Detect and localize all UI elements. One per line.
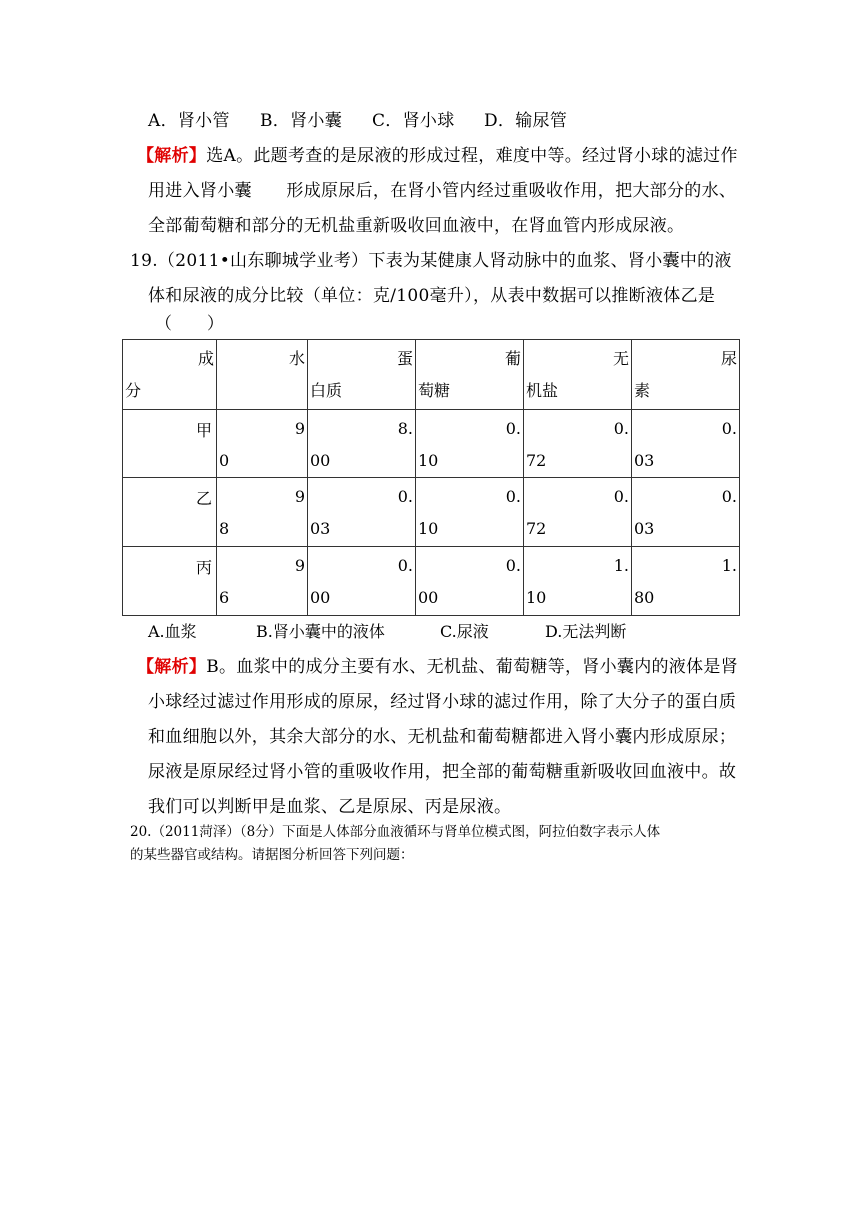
table-row (123, 478, 740, 547)
q19-analysis-text-1: B。血浆中的成分主要有水、无机盐、葡萄糖等，肾小囊内的液体是肾 (206, 657, 738, 677)
row-label: 乙 (123, 478, 217, 547)
q18-analysis-line-3: 全部葡萄糖和部分的无机盐重新吸收回血液中，在肾血管内形成尿液。 (148, 216, 685, 236)
table-cell: 9 6 (217, 547, 308, 616)
q19-stem-line-3: （ ） (155, 314, 225, 334)
q18-option-d: D．输尿管 (484, 111, 568, 131)
q18-option-c: C．肾小球 (372, 111, 455, 131)
table-cell: 1. 10 (524, 547, 632, 616)
q19-option-b: B.肾小囊中的液体 (256, 622, 385, 641)
q18-analysis-tag: 【解析】 (137, 146, 207, 166)
table-cell: 9 8 (217, 478, 308, 547)
table-header-cell: 水 (217, 340, 308, 410)
table-cell: 0. 10 (416, 410, 524, 478)
table-header-cell: 无 机盐 (524, 340, 632, 410)
table-cell: 0. 03 (308, 478, 416, 547)
table-cell: 1. 80 (632, 547, 740, 616)
table-cell: 0. 00 (308, 547, 416, 616)
table-header-cell: 蛋 白质 (308, 340, 416, 410)
table-cell: 0. 72 (524, 410, 632, 478)
row-label: 甲 (123, 410, 217, 478)
table-header-row (123, 340, 740, 410)
table-row (123, 547, 740, 616)
table-cell: 0. 03 (632, 410, 740, 478)
table-row (123, 410, 740, 478)
table-cell: 0. 10 (416, 478, 524, 547)
q18-option-a: A．肾小管 (148, 111, 230, 131)
q18-option-b: B．肾小囊 (260, 111, 342, 131)
q18-analysis-text-1: 选A。此题考查的是尿液的形成过程，难度中等。经过肾小球的滤过作 (206, 146, 738, 166)
q20-stem-line-2: 的某些器官或结构。请据图分析回答下列问题： (130, 847, 414, 863)
table-cell: 0. 72 (524, 478, 632, 547)
q19-analysis-line-2: 小球经过滤过作用形成的原尿，经过肾小球的滤过作用，除了大分子的蛋白质 (148, 692, 737, 712)
q19-stem-line-2: 体和尿液的成分比较（单位：克/100毫升），从表中数据可以推断液体乙是 (148, 286, 716, 306)
table-cell: 0. 00 (416, 547, 524, 616)
table-header-cell: 成 分 (123, 340, 217, 410)
q19-analysis-line-3: 和血细胞以外，其余大部分的水、无机盐和葡萄糖都进入肾小囊内形成原尿； (148, 727, 737, 747)
q19-options (148, 621, 626, 643)
q19-option-a: A.血浆 (148, 622, 197, 641)
q19-data-table (122, 339, 740, 616)
q19-stem-line-1: 19.（2011•山东聊城学业考）下表为某健康人肾动脉中的血浆、肾小囊中的液 (130, 251, 732, 271)
table-cell: 9 0 (217, 410, 308, 478)
q18-analysis-line-2: 用进入肾小囊 形成原尿后，在肾小管内经过重吸收作用，把大部分的水、 (148, 181, 737, 201)
row-label: 丙 (123, 547, 217, 616)
q19-analysis-line-5: 我们可以判断甲是血浆、乙是原尿、丙是尿液。 (148, 797, 512, 817)
q19-analysis-line-4: 尿液是原尿经过肾小管的重吸收作用，把全部的葡萄糖重新吸收回血液中。故 (148, 762, 737, 782)
q19-option-c: C.尿液 (440, 622, 489, 641)
table-header-cell: 葡 萄糖 (416, 340, 524, 410)
table-cell: 8. 00 (308, 410, 416, 478)
q19-analysis-line-1 (137, 656, 738, 678)
q18-options (148, 110, 567, 132)
q18-analysis-line-1 (137, 145, 738, 167)
table-cell: 0. 03 (632, 478, 740, 547)
table-header-cell: 尿 素 (632, 340, 740, 410)
q19-option-d: D.无法判断 (545, 622, 627, 641)
q19-analysis-tag: 【解析】 (137, 657, 207, 677)
q20-stem-line-1: 20.（2011菏泽）（8分）下面是人体部分血液循环与肾单位模式图，阿拉伯数字表示人体 (130, 824, 661, 840)
